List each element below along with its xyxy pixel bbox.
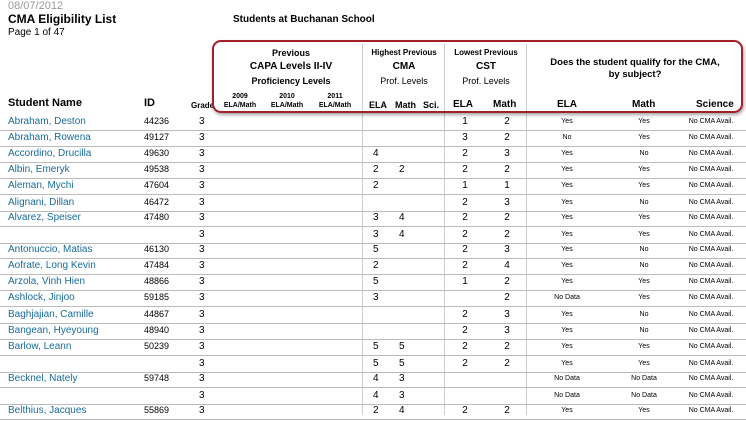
qualify-science-value: No CMA Avail.: [688, 118, 734, 125]
student-id: 49538: [144, 164, 170, 174]
student-id: 47484: [144, 260, 170, 270]
cst-math-value: 2: [504, 341, 510, 352]
cst-math-value: 3: [504, 148, 510, 159]
cma-math-value: 5: [399, 341, 405, 352]
cst-math-value: 4: [504, 260, 510, 271]
qualify-math-value: Yes: [638, 214, 650, 221]
grade-value: 3: [199, 260, 205, 271]
col-q-science: Science: [696, 99, 734, 110]
grade-value: 3: [199, 292, 205, 303]
student-id: 49127: [144, 132, 170, 142]
cst-header-line2: CST: [476, 61, 496, 72]
cma-ela-value: 2: [373, 180, 379, 191]
qualify-science-value: No CMA Avail.: [688, 278, 734, 285]
cma-header-line1: Highest Previous: [371, 48, 437, 57]
row-divider: [0, 419, 746, 420]
cst-math-value: 2: [504, 164, 510, 175]
student-name-link[interactable]: Antonuccio, Matias: [8, 244, 93, 255]
grade-value: 3: [199, 229, 205, 240]
qualify-header-line2: by subject?: [608, 69, 662, 80]
col-cst-math: Math: [493, 99, 517, 110]
cst-ela-value: 2: [462, 197, 468, 208]
cst-math-value: 1: [504, 180, 510, 191]
cst-header-line3: Prof. Levels: [462, 76, 510, 86]
student-name-link[interactable]: Arzola, Vinh Hien: [8, 276, 86, 287]
col-grade: Grade: [191, 101, 215, 110]
cst-math-value: 2: [504, 212, 510, 223]
qualify-math-value: No: [639, 199, 649, 206]
cst-ela-value: 2: [462, 325, 468, 336]
qualify-math-value: Yes: [638, 118, 650, 125]
cst-math-value: 2: [504, 116, 510, 127]
col-cma-ela: ELA: [369, 100, 387, 110]
cma-ela-value: 2: [373, 405, 379, 416]
cst-ela-value: 3: [462, 132, 468, 143]
cma-ela-value: 3: [373, 292, 379, 303]
cma-math-value: 2: [399, 164, 405, 175]
cma-ela-value: 2: [373, 260, 379, 271]
qualify-math-value: Yes: [638, 134, 650, 141]
qualify-math-value: No Data: [631, 392, 657, 399]
qualify-science-value: No CMA Avail.: [688, 311, 734, 318]
grade-value: 3: [199, 341, 205, 352]
qualify-math-value: Yes: [638, 294, 650, 301]
qualify-science-value: No CMA Avail.: [688, 360, 734, 367]
cma-ela-value: 4: [373, 148, 379, 159]
cma-ela-value: 4: [373, 390, 379, 401]
cma-ela-value: 4: [373, 373, 379, 384]
col-cma-sci: Sci.: [423, 100, 440, 110]
qualify-ela-value: Yes: [561, 343, 573, 350]
student-id: 46130: [144, 244, 170, 254]
cst-math-value: 2: [504, 358, 510, 369]
student-name-link[interactable]: Barlow, Leann: [8, 341, 72, 352]
cma-math-value: 3: [399, 373, 405, 384]
cma-math-value: 3: [399, 390, 405, 401]
qualify-ela-value: Yes: [561, 199, 573, 206]
qualify-science-value: No CMA Avail.: [688, 150, 734, 157]
student-name-link[interactable]: Accordino, Drucilla: [8, 148, 92, 159]
student-id: 47604: [144, 180, 170, 190]
student-id: 44236: [144, 116, 170, 126]
student-name-link[interactable]: Albin, Emeryk: [8, 164, 70, 175]
student-id: 59185: [144, 292, 170, 302]
cma-ela-value: 5: [373, 341, 379, 352]
student-name-link[interactable]: Belthius, Jacques: [8, 405, 87, 416]
grade-value: 3: [199, 309, 205, 320]
grade-value: 3: [199, 164, 205, 175]
cst-ela-value: 2: [462, 244, 468, 255]
grade-value: 3: [199, 390, 205, 401]
student-id: 49630: [144, 148, 170, 158]
qualify-header-line1: Does the student qualify for the CMA,: [550, 57, 720, 68]
cma-ela-value: 3: [373, 212, 379, 223]
student-id: 48940: [144, 325, 170, 335]
qualify-ela-value: Yes: [561, 407, 573, 414]
student-id: 48866: [144, 276, 170, 286]
student-name-link[interactable]: Aleman, Mychi: [8, 180, 74, 191]
cma-math-value: 5: [399, 358, 405, 369]
cst-ela-value: 2: [462, 358, 468, 369]
report-date: 08/07/2012: [8, 0, 64, 12]
grade-value: 3: [199, 180, 205, 191]
cst-ela-value: 1: [462, 180, 468, 191]
student-name-link[interactable]: Aofrate, Long Kevin: [8, 260, 96, 271]
cma-math-value: 4: [399, 229, 405, 240]
col-q-math: Math: [632, 99, 656, 110]
cma-ela-value: 5: [373, 276, 379, 287]
student-name-link[interactable]: Bangean, Hyeyoung: [8, 325, 99, 336]
cma-ela-value: 2: [373, 164, 379, 175]
capa-year-2010: 2010 ELA/Math: [270, 93, 304, 109]
qualify-ela-value: Yes: [561, 231, 573, 238]
cma-math-value: 4: [399, 405, 405, 416]
qualify-math-value: No: [639, 246, 649, 253]
qualify-ela-value: Yes: [561, 278, 573, 285]
qualify-math-value: Yes: [638, 343, 650, 350]
grade-value: 3: [199, 373, 205, 384]
page-info: Page 1 of 47: [8, 27, 65, 38]
qualify-math-value: No Data: [631, 375, 657, 382]
student-name-link[interactable]: Becknel, Nately: [8, 373, 78, 384]
cst-math-value: 3: [504, 197, 510, 208]
student-name-link[interactable]: Alignani, Dillan: [8, 197, 75, 208]
qualify-math-value: Yes: [638, 231, 650, 238]
student-name-link[interactable]: Abraham, Rowena: [8, 132, 91, 143]
cst-ela-value: 2: [462, 260, 468, 271]
qualify-ela-value: Yes: [561, 246, 573, 253]
highlight-annotation-box: [212, 40, 743, 113]
cma-ela-value: 3: [373, 229, 379, 240]
qualify-science-value: No CMA Avail.: [688, 246, 734, 253]
cst-ela-value: 2: [462, 212, 468, 223]
qualify-ela-value: No Data: [554, 294, 580, 301]
cst-math-value: 2: [504, 276, 510, 287]
student-id: 44867: [144, 309, 170, 319]
col-cma-math: Math: [395, 100, 416, 110]
cma-ela-value: 5: [373, 244, 379, 255]
cma-header-line3: Prof. Levels: [380, 76, 428, 86]
qualify-ela-value: Yes: [561, 118, 573, 125]
capa-header-line1: Previous: [271, 48, 311, 58]
student-id: 47480: [144, 212, 170, 222]
qualify-science-value: No CMA Avail.: [688, 199, 734, 206]
col-student-name: Student Name: [8, 97, 82, 109]
student-name-link[interactable]: Alvarez, Speiser: [8, 212, 81, 223]
qualify-math-value: No: [639, 150, 649, 157]
student-id: 55869: [144, 405, 170, 415]
cst-math-value: 2: [504, 292, 510, 303]
col-id: ID: [144, 97, 155, 109]
qualify-science-value: No CMA Avail.: [688, 327, 734, 334]
qualify-math-value: No: [639, 327, 649, 334]
cst-math-value: 2: [504, 229, 510, 240]
grade-value: 3: [199, 212, 205, 223]
student-id: 59748: [144, 373, 170, 383]
qualify-science-value: No CMA Avail.: [688, 214, 734, 221]
school-title: Students at Buchanan School: [233, 14, 375, 25]
cma-math-value: 4: [399, 212, 405, 223]
cma-ela-value: 5: [373, 358, 379, 369]
qualify-math-value: Yes: [638, 182, 650, 189]
grade-value: 3: [199, 325, 205, 336]
cst-ela-value: 1: [462, 276, 468, 287]
qualify-science-value: No CMA Avail.: [688, 231, 734, 238]
qualify-ela-value: No Data: [554, 392, 580, 399]
cst-header-line1: Lowest Previous: [454, 48, 518, 57]
student-name-link[interactable]: Abraham, Deston: [8, 116, 86, 127]
grade-value: 3: [199, 358, 205, 369]
grade-value: 3: [199, 132, 205, 143]
cst-ela-value: 2: [462, 405, 468, 416]
cst-math-value: 2: [504, 132, 510, 143]
qualify-ela-value: Yes: [561, 327, 573, 334]
cma-header-line2: CMA: [392, 61, 416, 72]
qualify-math-value: No: [639, 262, 649, 269]
qualify-ela-value: Yes: [561, 150, 573, 157]
capa-year-2011: 2011 ELA/Math: [318, 93, 352, 109]
cst-ela-value: 2: [462, 341, 468, 352]
qualify-science-value: No CMA Avail.: [688, 134, 734, 141]
grade-value: 3: [199, 197, 205, 208]
col-cst-ela: ELA: [453, 99, 473, 110]
student-name-link[interactable]: Baghjajian, Camille: [8, 309, 94, 320]
grade-value: 3: [199, 116, 205, 127]
qualify-math-value: Yes: [638, 407, 650, 414]
capa-year-2009: 2009 ELA/Math: [223, 93, 257, 109]
qualify-math-value: Yes: [638, 360, 650, 367]
cst-math-value: 3: [504, 244, 510, 255]
qualify-ela-value: Yes: [561, 360, 573, 367]
qualify-math-value: Yes: [638, 278, 650, 285]
cst-math-value: 2: [504, 405, 510, 416]
cst-ela-value: 2: [462, 309, 468, 320]
student-id: 46472: [144, 197, 170, 207]
qualify-science-value: No CMA Avail.: [688, 375, 734, 382]
capa-header-line2: CAPA Levels II-IV: [249, 61, 333, 72]
qualify-ela-value: Yes: [561, 262, 573, 269]
qualify-science-value: No CMA Avail.: [688, 166, 734, 173]
table-row: [0, 401, 746, 421]
qualify-ela-value: No: [562, 134, 572, 141]
qualify-science-value: No CMA Avail.: [688, 294, 734, 301]
qualify-math-value: No: [639, 311, 649, 318]
grade-value: 3: [199, 276, 205, 287]
qualify-ela-value: Yes: [561, 166, 573, 173]
capa-header-line3: Proficiency Levels: [251, 76, 331, 86]
qualify-ela-value: No Data: [554, 375, 580, 382]
qualify-science-value: No CMA Avail.: [688, 182, 734, 189]
student-name-link[interactable]: Ashlock, Jinjoo: [8, 292, 75, 303]
report-title: CMA Eligibility List: [8, 12, 117, 26]
cst-ela-value: 2: [462, 164, 468, 175]
qualify-math-value: Yes: [638, 166, 650, 173]
qualify-science-value: No CMA Avail.: [688, 407, 734, 414]
qualify-ela-value: Yes: [561, 311, 573, 318]
qualify-science-value: No CMA Avail.: [688, 262, 734, 269]
student-id: 50239: [144, 341, 170, 351]
cst-ela-value: 1: [462, 116, 468, 127]
grade-value: 3: [199, 148, 205, 159]
cst-ela-value: 2: [462, 148, 468, 159]
col-q-ela: ELA: [557, 99, 577, 110]
cst-ela-value: 2: [462, 229, 468, 240]
qualify-science-value: No CMA Avail.: [688, 343, 734, 350]
qualify-ela-value: Yes: [561, 182, 573, 189]
cst-math-value: 3: [504, 325, 510, 336]
grade-value: 3: [199, 405, 205, 416]
qualify-science-value: No CMA Avail.: [688, 392, 734, 399]
qualify-ela-value: Yes: [561, 214, 573, 221]
cst-math-value: 3: [504, 309, 510, 320]
grade-value: 3: [199, 244, 205, 255]
